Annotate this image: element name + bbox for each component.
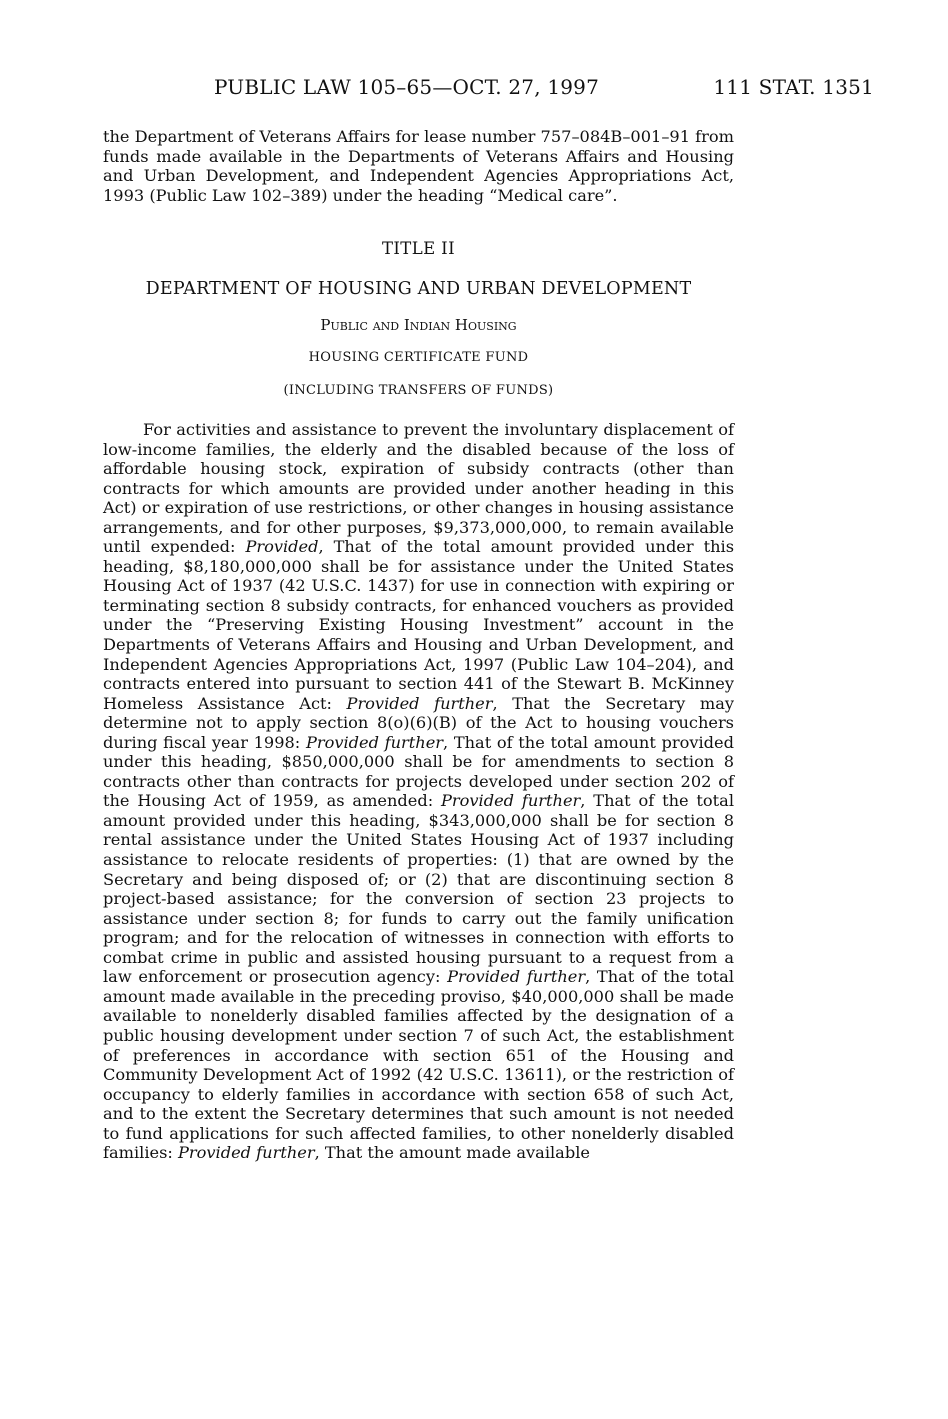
proviso-4: Provided further [441,791,581,811]
main-text-6: , That of the total amount made available in the preceding proviso, $40,000,000 shall be made available to nonelderly disabled families affected by the designation of a public housing development under section 7 of such Act, the establishment of preferences in accordance with section 651 of the Housing and Community Development Act of 1992 (42 U.S.C. 13611), or the restriction of occupancy to elderly families in accordance with section 658 of such Act, and to the extent the Secretary determines that such amount is not needed to fund applications for such affected families, to other nonelderly disabled families: [103,967,734,1163]
main-text-3: , That the Secretary may determine not to apply section 8(o)(6)(B) of the Act to housing vouchers during fiscal year 1998: [103,693,734,752]
proviso-3: Provided further [305,732,444,752]
intro-paragraph: the Department of Veterans Affairs for lease number 757–084B–001–91 from funds made available in the Departments of Veterans Affairs and Housing and Urban Development, and Independent Agencies Appropriations Act, 1993 (Public Law 102–389) under the heading “Medical care”. [103,127,734,205]
intro-block [103,127,734,205]
main-paragraph [103,420,734,1163]
running-title: PUBLIC LAW 105–65—OCT. 27, 1997 [214,75,600,99]
proviso-5: Provided further [447,967,586,987]
running-head [214,72,874,102]
account-heading: HOUSING CERTIFICATE FUND [308,350,529,365]
proviso-6: Provided further [178,1143,315,1163]
main-text-1: For activities and assistance to prevent the involuntary displacement of low-income families, the elderly and the disabled because of the loss of affordable housing stock, expiration of subsidy contracts (other than contracts for which amounts are provided under another heading in this Act) or expiration of use restrictions, or other changes in housing assistance arrangements, and for other purposes, $9,373,000,000, to remain available until expended: [103,420,734,557]
main-section [103,420,734,1163]
department-heading: DEPARTMENT OF HOUSING AND URBAN DEVELOPMENT [145,279,692,299]
proviso-1: Provided [245,537,319,557]
proviso-2: Provided further [346,693,493,713]
main-text-2: , That of the total amount provided under this heading, $8,180,000,000 shall be for assistance under the United States Housing Act of 1937 (42 U.S.C. 1437) for use in connection with expiring or terminating section 8 subsidy contracts, for enhanced vouchers as provided under the “Preserving Existing Housing Investment” account in the Departments of Veterans Affairs and Housing and Urban Development, and Independent Agencies Appropriations Act, 1997 (Public Law 104–204), and contracts entered into pursuant to section 441 of the Stewart B. McKinney Homeless Assistance Act: [103,537,734,713]
transfers-note: (INCLUDING TRANSFERS OF FUNDS) [283,383,554,398]
main-text-5: , That of the total amount provided under this heading, $343,000,000 shall be for section 8 rental assistance under the United States Housing Act of 1937 including assistance to relocate residents of properties: (1) that are owned by the Secretary and being disposed of; or (2) that are discontinuing section 8 project-based assistance; for the conversion of section 23 projects to assistance under section 8; for funds to carry out the family unification program; and for the relocation of witnesses in connection with efforts to combat crime in public and assisted housing pursuant to a request from a law enforcement or prosecution agency: [103,791,734,987]
main-text-4: , That of the total amount provided under this heading, $850,000,000 shall be for amendments to section 8 contracts other than contracts for projects developed under section 202 of the Housing Act of 1959, as amended: [103,732,734,811]
title-heading: TITLE II [381,239,455,258]
stat-page-number: 111 STAT. 1351 [713,75,874,99]
subheading: Public and Indian Housing [320,316,517,334]
main-text-7: , That the amount made available [314,1143,590,1163]
